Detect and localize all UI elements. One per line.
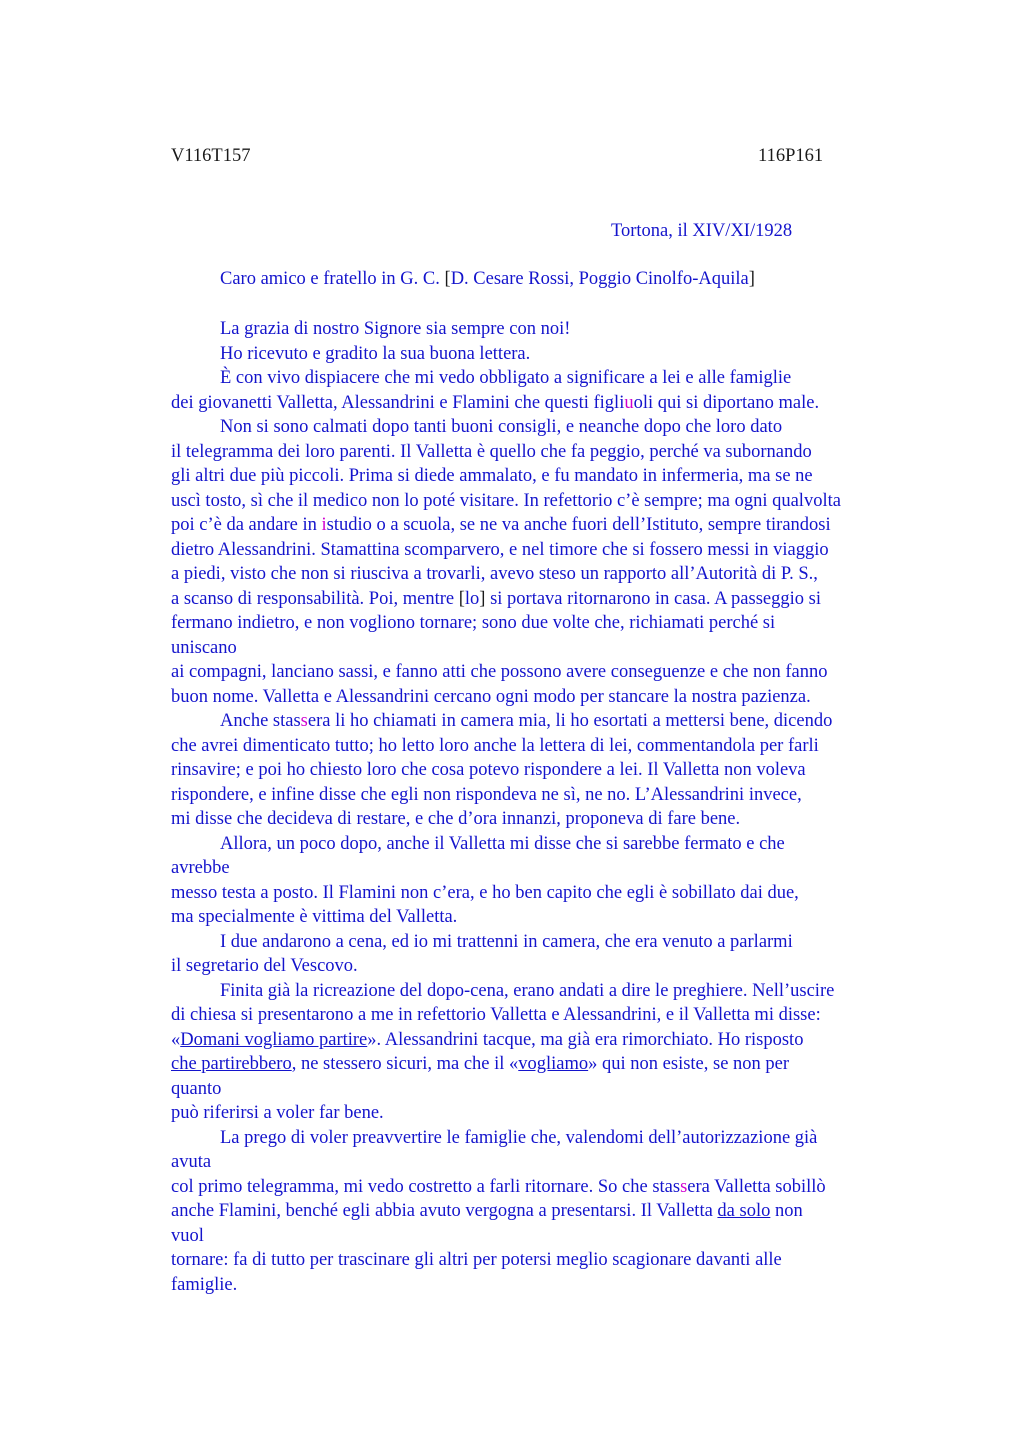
letter-line <box>171 1199 911 1224</box>
letter-line: messo testa a posto. Il Flamini non c’era, e ho ben capito che egli è sobillato dai due, <box>171 882 799 903</box>
underlined-phrase: che partirebbero <box>171 1054 292 1074</box>
letter-line: rispondere, e infine disse che egli non rispondeva ne sì, ne no. L’Alessandrini invece, <box>171 784 802 805</box>
correction-mark: u <box>624 392 634 413</box>
letter-line: che avrei dimenticato tutto; ho letto loro anche la lettera di lei, commentandola per farli <box>171 735 819 756</box>
underlined-phrase: da solo <box>717 1201 771 1221</box>
text-run: « <box>171 1029 181 1050</box>
editorial-bracket: [ <box>458 588 465 609</box>
letter-line: mi disse che decideva di restare, e che d’ora innanzi, proponeva di fare bene. <box>171 809 741 829</box>
text-run: si portava ritornarono in casa. A passeggio si <box>485 588 821 609</box>
letter-line: ma specialmente è vittima del Valletta. <box>171 907 458 927</box>
underlined-word: vogliamo <box>518 1054 589 1074</box>
letter-line: buon nome. Valletta e Alessandrini cercano ogni modo per stancare la nostra pazienza. <box>171 686 811 707</box>
text-run: studio o a scuola, se ne va anche fuori dell’Istituto, sempre tirandosi <box>326 515 831 535</box>
letter-line: avrebbe <box>171 858 230 878</box>
letter-line: famiglie. <box>171 1274 238 1295</box>
letter-line <box>171 1028 911 1053</box>
letter-line: È con vivo dispiacere che mi vedo obbligato a significare a lei e alle famiglie <box>220 368 792 388</box>
text-run: era li ho chiamati in camera mia, li ho esortati a mettersi bene, dicendo <box>307 711 833 731</box>
letter-line: di chiesa si presentarono a me in refettorio Valletta e Alessandrini, e il Valletta mi disse: <box>171 1005 821 1025</box>
text-run: a scanso di responsabilità. Poi, mentre <box>171 588 459 609</box>
letter-line: fermano indietro, e non vogliono tornare; sono due volte che, richiamati perché si <box>171 613 776 633</box>
text-run: era Valletta sobillò <box>687 1176 826 1197</box>
letter-line <box>171 1175 911 1200</box>
greeting-bracket-close: ] <box>748 269 755 289</box>
greeting-recipient: D. Cesare Rossi, Poggio Cinolfo-Aquila <box>450 269 749 289</box>
greeting-text: Caro amico e fratello in G. C. <box>220 269 445 289</box>
letter-line: a piedi, visto che non si riusciva a trovarli, avevo steso un rapporto all’Autorità di P. S., <box>171 564 818 584</box>
letter-line: uscì tosto, sì che il medico non lo poté visitare. In refettorio c’è sempre; ma ogni qualvolta <box>171 490 841 511</box>
letter-line: tornare: fa di tutto per trascinare gli altri per potersi meglio scagionare davanti alle <box>171 1250 782 1270</box>
editorial-insertion: lo <box>464 588 480 609</box>
letter-line: avuta <box>171 1152 212 1172</box>
letter-line: il segretario del Vescovo. <box>171 956 358 976</box>
letter-line <box>171 1052 911 1077</box>
letter-body <box>171 317 911 1297</box>
letter-line: quanto <box>171 1078 222 1099</box>
letter-line: I due andarono a cena, ed io mi trattenni in camera, che era venuto a parlarmi <box>220 931 793 952</box>
letter-line <box>171 587 911 612</box>
text-run: poi c’è da andare in <box>171 515 322 535</box>
letter-line: il telegramma dei loro parenti. Il Valletta è quello che fa peggio, perché va subornando <box>171 441 812 462</box>
letter-line: rinsavire; e poi ho chiesto loro che cosa potevo rispondere a lei. Il Valletta non voleva <box>171 760 806 780</box>
correction-mark: i <box>321 515 327 535</box>
letter-line: ai compagni, lanciano sassi, e fanno atti che possono avere conseguenze e che non fanno <box>171 662 828 682</box>
letter-line: Allora, un poco dopo, anche il Valletta mi disse che si sarebbe fermato e che <box>220 833 785 854</box>
letter-line: Ho ricevuto e gradito la sua buona lettera. <box>220 343 531 364</box>
correction-mark: s <box>300 711 308 731</box>
letter-line: vuol <box>171 1225 204 1246</box>
letter-line: uniscano <box>171 637 237 658</box>
text-run: Anche stas <box>220 711 301 731</box>
text-run: anche Flamini, benché egli abbia avuto vergogna a presentarsi. Il Valletta <box>171 1201 718 1221</box>
document-code-left: V116T157 <box>171 146 251 166</box>
underlined-quote: Domani vogliamo partire <box>180 1029 368 1050</box>
text-run: col primo telegramma, mi vedo costretto a farli ritornare. So che stas <box>171 1176 681 1197</box>
letter-line <box>171 513 911 538</box>
letter-line <box>171 391 911 416</box>
text-run: non <box>770 1201 803 1221</box>
letter-dateline: Tortona, il XIV/XI/1928 <box>611 221 793 241</box>
document-code-right: 116P161 <box>758 146 824 166</box>
letter-line: gli altri due più piccoli. Prima si diede ammalato, e fu mandato in infermeria, ma se ne <box>171 466 813 486</box>
letter-line: La grazia di nostro Signore sia sempre con noi! <box>220 319 571 339</box>
letter-line: Finita già la ricreazione del dopo-cena, erano andati a dire le preghiere. Nell’uscire <box>220 980 835 1001</box>
letter-line: Non si sono calmati dopo tanti buoni consigli, e neanche dopo che loro dato <box>220 417 783 437</box>
text-run: dei giovanetti Valletta, Alessandrini e Flamini che questi figli <box>171 392 625 413</box>
text-run: oli qui si diportano male. <box>633 392 820 413</box>
letter-line: La prego di voler preavvertire le famiglie che, valendomi dell’autorizzazione già <box>220 1127 818 1148</box>
text-run: ». Alessandrini tacque, ma già era rimorchiato. Ho risposto <box>367 1029 804 1050</box>
letter-line: può riferirsi a voler far bene. <box>171 1103 384 1123</box>
text-run: , ne stessero sicuri, ma che il « <box>291 1054 519 1074</box>
editorial-bracket: ] <box>479 588 486 609</box>
correction-mark: s <box>680 1176 688 1197</box>
text-run: » qui non esiste, se non per <box>588 1054 790 1074</box>
greeting-bracket-open: [ <box>444 269 451 289</box>
letter-line: dietro Alessandrini. Stamattina scomparvero, e nel timore che si fossero messi in viaggio <box>171 539 829 560</box>
letter-line <box>171 709 911 734</box>
letter-greeting <box>220 269 755 290</box>
